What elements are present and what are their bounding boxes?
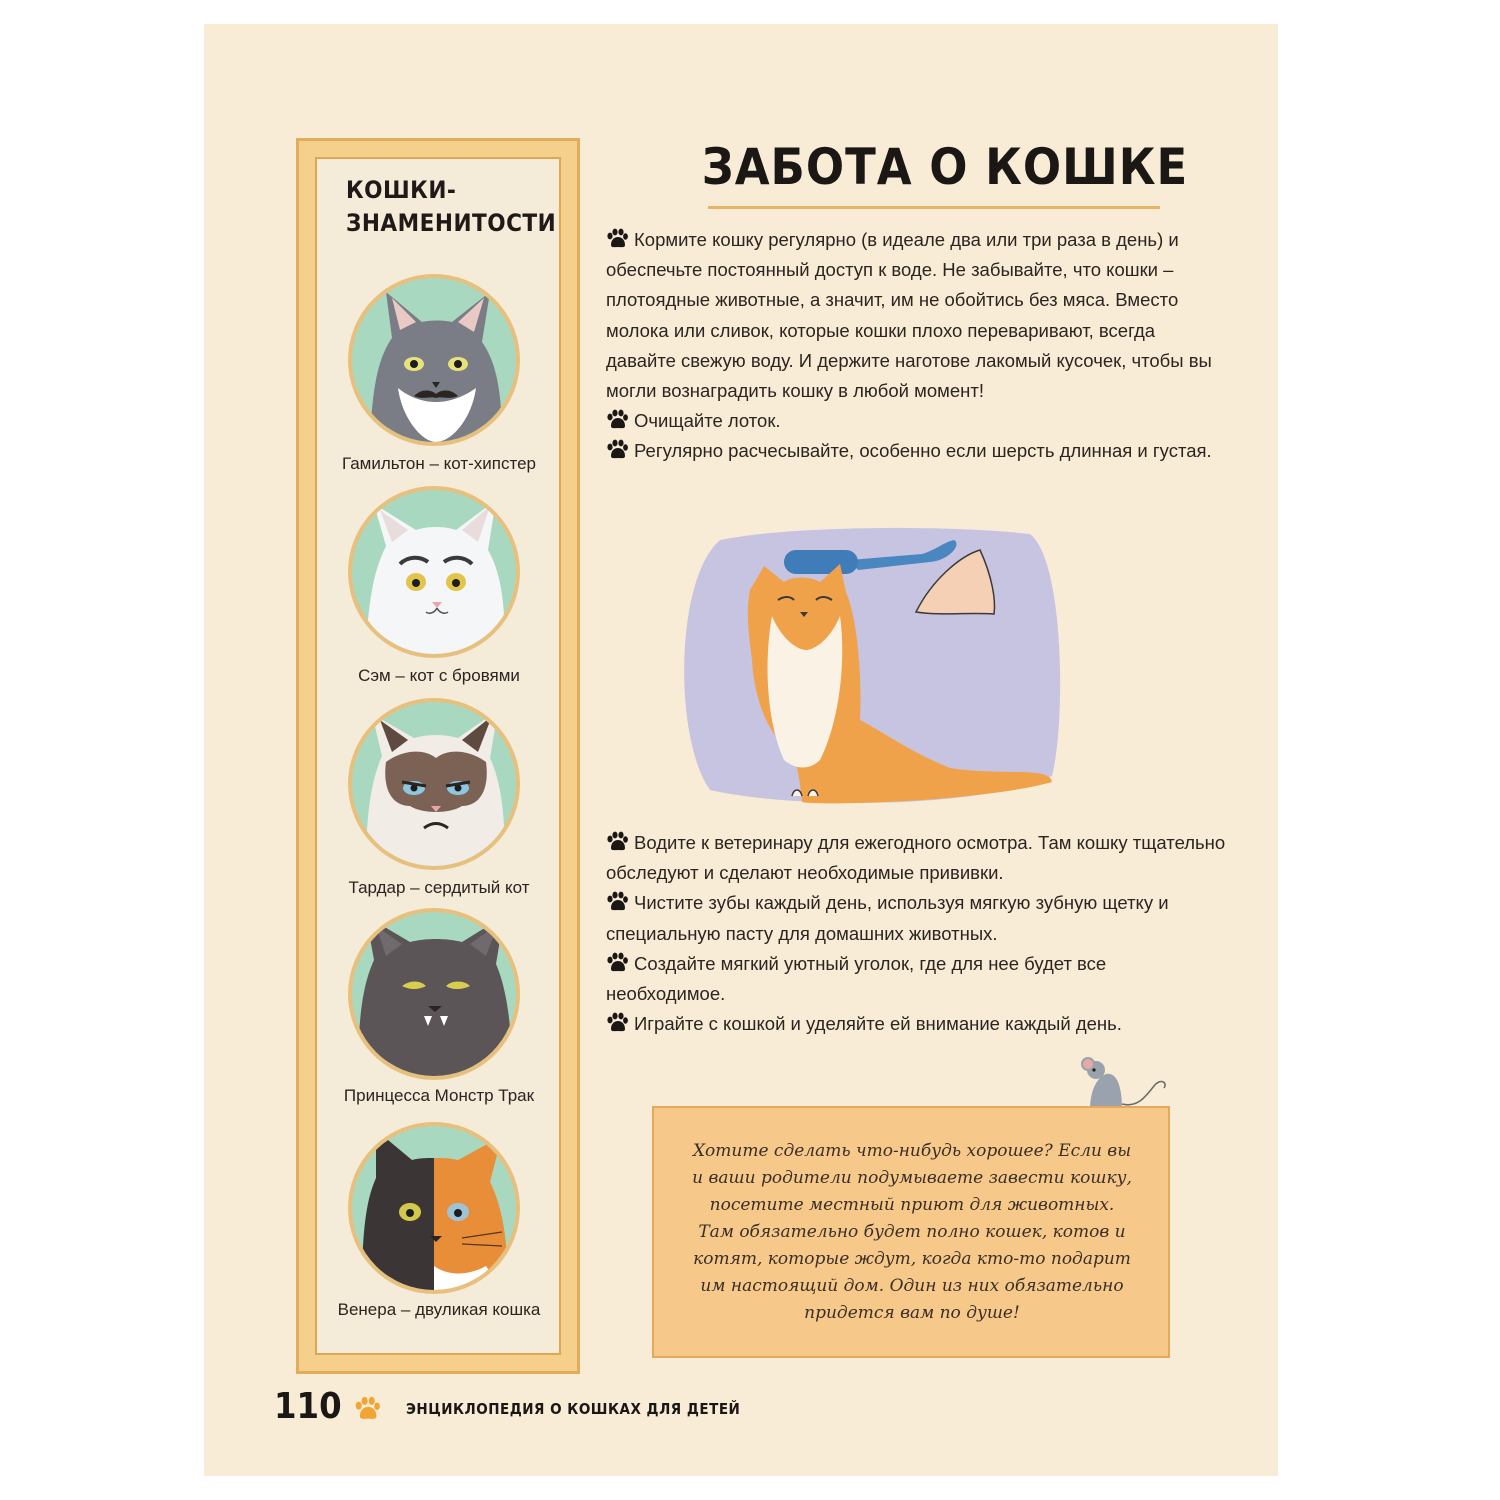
- cat-caption: Тардар – сердитый кот: [348, 878, 530, 897]
- sidebar-title: [346, 174, 556, 240]
- shelter-callout-text: [676, 1138, 1148, 1327]
- title-underline: [708, 206, 1160, 209]
- dark-grey-fang-cat-portrait: [348, 908, 520, 1080]
- paw-icon: [606, 228, 628, 248]
- page-number: 110: [274, 1386, 342, 1427]
- paw-icon: [606, 409, 628, 429]
- paw-icon: [606, 891, 628, 911]
- care-tip-text: Кормите кошку регулярно (в идеале два или три раза в день) и обеспечьте постоянный доступ к воде. Не забывайте, что кошки – плотоядные животные, а значит, им не обойтись без мяса. Вместо молока или сливок, которые кошки плохо переваривают, всегда давайте свежую воду. И держите наготове лакомый кусочек, чтобы вы могли вознаградить кошку в любой момент!: [606, 229, 1212, 402]
- grumpy-cat-portrait: [348, 698, 520, 870]
- callout-line: Там обязательно будет полно кошек, котов и: [698, 1222, 1126, 1242]
- care-tip-text: Создайте мягкий уютный уголок, где для нее будет все необходимое.: [606, 952, 1107, 1005]
- callout-line: придется вам по душе!: [804, 1303, 1020, 1323]
- care-tip: [606, 225, 1226, 406]
- callout-line: Хотите сделать что-нибудь хорошее? Если вы: [692, 1141, 1132, 1161]
- sidebar-title-line: КОШКИ-: [346, 176, 457, 204]
- care-tip: [606, 1009, 1226, 1039]
- care-tips-bottom: [606, 828, 1226, 1039]
- care-tip: [606, 406, 1226, 436]
- mouse-icon: [1076, 1052, 1172, 1112]
- cat-caption: Венера – двуликая кошка: [337, 1300, 541, 1319]
- paw-icon: [606, 439, 628, 459]
- cat-caption: Сэм – кот с бровями: [358, 666, 520, 685]
- callout-line: котят, которые ждут, когда кто-то подарит: [693, 1249, 1131, 1269]
- callout-line: и ваши родители подумываете завести кошку,: [692, 1168, 1132, 1188]
- book-title: ЭНЦИКЛОПЕДИЯ О КОШКАХ ДЛЯ ДЕТЕЙ: [406, 1400, 741, 1418]
- care-tip: [606, 828, 1226, 888]
- sidebar-title-line: ЗНАМЕНИТОСТИ: [346, 209, 557, 237]
- care-tip: [606, 949, 1226, 1009]
- two-faced-cat-portrait: [348, 1122, 520, 1294]
- care-tip-text: Играйте с кошкой и уделяйте ей внимание каждый день.: [634, 1013, 1122, 1035]
- care-tip-text: Очищайте лоток.: [634, 410, 781, 432]
- care-tip-text: Регулярно расчесывайте, особенно если шерсть длинная и густая.: [634, 440, 1212, 462]
- paw-icon: [606, 952, 628, 972]
- callout-line: посетите местный приют для животных.: [709, 1195, 1115, 1215]
- cat-caption: Гамильтон – кот-хипстер: [341, 454, 537, 473]
- paw-icon: [606, 1012, 628, 1032]
- callout-line: им настоящий дом. Один из них обязательно: [700, 1276, 1124, 1296]
- care-tip: [606, 436, 1226, 466]
- care-tip-text: Чистите зубы каждый день, используя мягкую зубную щетку и специальную пасту для домашних животных.: [606, 892, 1169, 944]
- paw-icon: [354, 1396, 380, 1420]
- page-title: ЗАБОТА О КОШКЕ: [701, 138, 1189, 196]
- cat-caption: Принцесса Монстр Трак: [343, 1086, 535, 1105]
- grey-white-mustache-cat-portrait: [348, 274, 520, 446]
- care-tips-top: [606, 225, 1226, 467]
- care-tip: [606, 888, 1226, 948]
- paw-icon: [606, 831, 628, 851]
- white-eyebrows-cat-portrait: [348, 486, 520, 658]
- care-tip-text: Водите к ветеринару для ежегодного осмотра. Там кошку тщательно обследуют и сделают необходимые прививки.: [606, 832, 1226, 884]
- brushing-orange-cat-illustration: [680, 520, 1064, 820]
